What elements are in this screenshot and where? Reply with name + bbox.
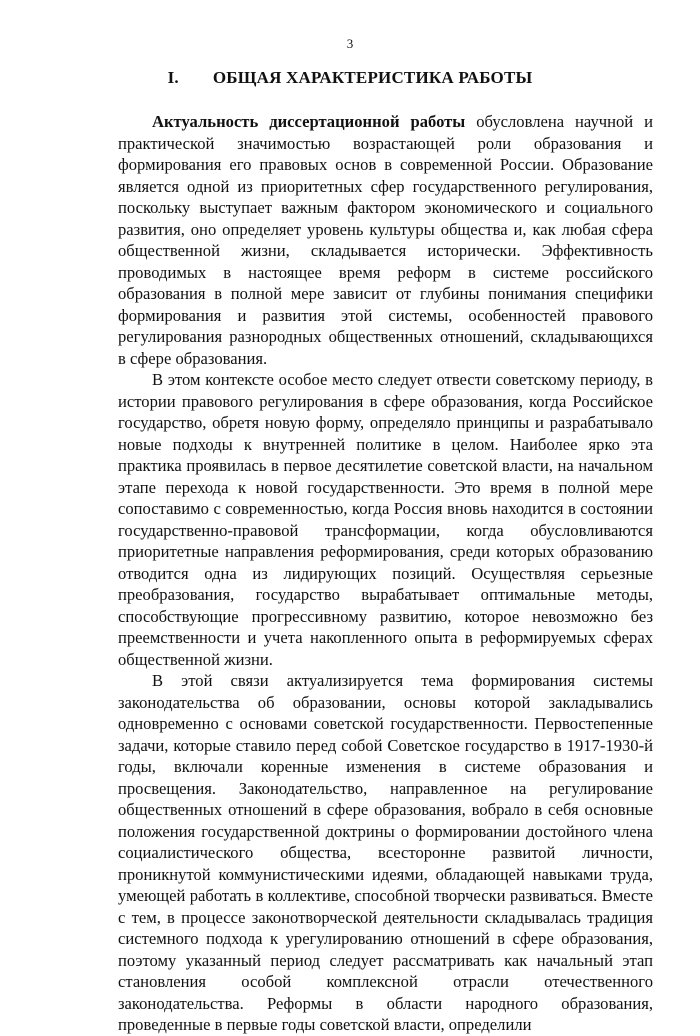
- body-text: [118, 111, 653, 1036]
- section-title: ОБЩАЯ ХАРАКТЕРИСТИКА РАБОТЫ: [212, 68, 533, 87]
- paragraph-text: В этом контексте особое место следует отвести советскому периоду, в истории правового регулирования в сфере образования, когда Российское государство, обретя новую форму, определяло принципы и разрабатывало новые подходы к внутренней политике в целом. Наиболее ярко эта практика проявилась в первое десятилетие советской власти, на начальном этапе перехода к новой государственности. Это время в полной мере сопоставимо с современностью, когда Россия вновь находится в состоянии государственно-правовой трансформации, когда обусловливаются приоритетные направления реформирования, среди которых образованию отводится одна из лидирующих позиций. Осуществляя серьезные преобразования, государство вырабатывает оптимальные методы, способствующие прогрессивному развитию, которое невозможно без преемственности и учета накопленного опыта в реформируемых сферах общественной жизни.: [118, 370, 653, 669]
- paragraph-3: [118, 670, 653, 1036]
- paragraph-text: обусловлена научной и практической значимостью возрастающей роли образования и формирования его правовых основ в современной России. Образование является одной из приоритетных сфер государственного регулирования, поскольку выступает важным фактором экономического и социального развития, оно определяет уровень культуры общества и, как любая сфера общественной жизни, складывается исторически. Эффективность проводимых в настоящее время реформ в системе российского образования в полной мере зависит от глубины понимания специфики формирования и развития этой системы, особенностей правового регулирования разнородных общественных отношений, складывающихся в сфере образования.: [118, 112, 653, 368]
- section-numeral: I.: [167, 68, 179, 87]
- paragraph-lead: Актуальность диссертационной работы: [152, 112, 466, 131]
- section-heading: [0, 68, 700, 88]
- paragraph-2: [118, 369, 653, 670]
- paragraph-text: В этой связи актуализируется тема формирования системы законодательства об образовании, основы которой закладывались одновременно с основами советской государственности. Первостепенные задачи, которые ставило перед собой Советское государство в 1917-1930-й годы, включали коренные изменения в системе образования и просвещения. Законодательство, направленное на регулирование общественных отношений в сфере образования, вобрало в себя основные положения государственной доктрины о формировании достойного члена социалистического общества, всесторонне развитой личности, проникнутой коммунистическими идеями, обладающей навыками труда, умеющей работать в коллективе, способной творчески развиваться. Вместе с тем, в процессе законотворческой деятельности складывалась традиция системного подхода к урегулированию отношений в сфере образования, поэтому указанный период следует рассматривать как начальный этап становления особой комплексной отрасли отечественного законодательства. Реформы в области народного образования, проведенные в первые годы советской власти, определили: [118, 671, 653, 1034]
- paragraph-1: [118, 111, 653, 369]
- page-number: 3: [346, 36, 354, 51]
